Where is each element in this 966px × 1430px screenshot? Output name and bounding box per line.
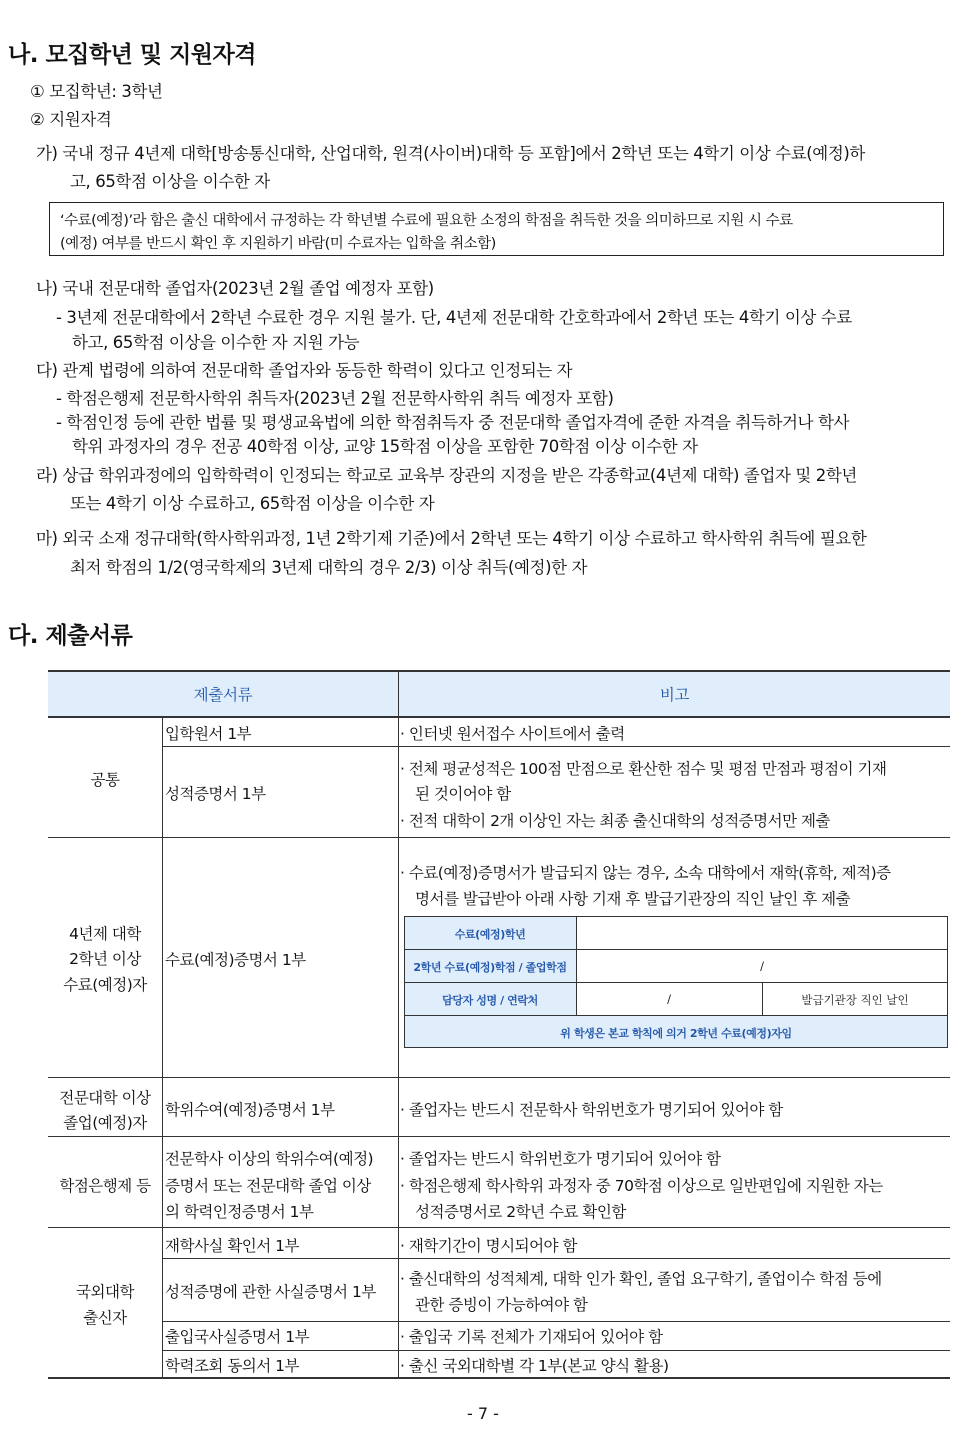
sub-label-grade: 수료(예정)학년 — [454, 928, 526, 941]
eligibility-item: ② 지원자격 — [30, 110, 112, 129]
sub-confirmation: 위 학생은 본교 학칙에 의거 2학년 수료(예정)자임 — [560, 1027, 792, 1040]
note-box — [49, 202, 944, 256]
sub-value-credits: / — [760, 959, 764, 973]
ra-line1: 라) 상급 학위과정에의 입학학력이 인정되는 학교로 교육부 장관의 지정을 받은 각종학교(4년제 대학) 졸업자 및 2학년 — [36, 466, 857, 485]
remark-grading-1: · 출신대학의 성적체계, 대학 인가 확인, 졸업 요구학기, 졸업이수 학점 등에 — [400, 1270, 882, 1288]
section-title-eligibility: 나. 모집학년 및 지원자격 — [8, 42, 256, 68]
doc-consent: 학력조회 동의서 1부 — [165, 1357, 300, 1375]
doc-credit-bank-1: 전문학사 이상의 학위수여(예정) — [165, 1150, 374, 1168]
remark-credit-bank-2b: 성적증명서로 2학년 수료 확인함 — [415, 1203, 626, 1221]
remark-enrollment: · 재학기간이 명시되어야 함 — [400, 1237, 577, 1255]
category-four-year-1: 4년제 대학 — [69, 925, 141, 943]
header-remarks: 비고 — [659, 686, 690, 704]
da-sub2: - 학점인정 등에 관한 법률 및 평생교육법에 의한 학점취득자 중 전문대학 졸업자격에 준한 자격을 취득하거나 학사 — [56, 413, 850, 432]
remark-degree: · 졸업자는 반드시 전문학사 학위번호가 명기되어 있어야 함 — [400, 1101, 783, 1119]
na-line1: 나) 국내 전문대학 졸업자(2023년 2월 졸업 예정자 포함) — [36, 279, 434, 298]
ga-line2: 고, 65학점 이상을 이수한 자 — [70, 172, 270, 191]
note-line1: ‘수료(예정)’라 함은 출신 대학에서 규정하는 각 학년별 수료에 필요한 소정의 학점을 취득한 것을 의미하므로 지원 시 수료 — [60, 213, 793, 229]
completion-info-subtable — [404, 916, 948, 1048]
header-docs: 제출서류 — [193, 686, 253, 704]
grade-item: ① 모집학년: 3학년 — [30, 82, 163, 101]
sub-label-contact: 담당자 성명 / 연락처 — [442, 994, 538, 1007]
sub-value-contact: / — [667, 992, 671, 1006]
da-line1: 다) 관계 법령에 의하여 전문대학 졸업자와 동등한 학력이 있다고 인정되는 자 — [36, 361, 573, 380]
remark-credit-bank-1: · 졸업자는 반드시 학위번호가 명기되어 있어야 함 — [400, 1150, 721, 1168]
remark-transcript-1b: 된 것이어야 함 — [415, 785, 511, 803]
remark-transcript-1a: · 전체 평균성적은 100점 만점으로 환산한 점수 및 평점 만점과 평점이 기재 — [400, 760, 887, 778]
ma-line1: 마) 외국 소재 정규대학(학사학위과정, 1년 2학기제 기준)에서 2학년 또는 4학기 이상 수료하고 학사학위 취득에 필요한 — [36, 529, 867, 548]
ra-line2: 또는 4학기 이상 수료하고, 65학점 이상을 이수한 자 — [70, 494, 435, 513]
remark-transcript-2: · 전적 대학이 2개 이상인 자는 최종 출신대학의 성적증명서만 제출 — [400, 812, 830, 830]
na-sub2: 하고, 65학점 이상을 이수한 자 지원 가능 — [72, 333, 360, 352]
da-sub3: 학위 과정자의 경우 전공 40학점 이상, 교양 15학점 이상을 포함한 70학점 이상 이수한 자 — [72, 437, 698, 456]
documents-table — [48, 670, 950, 1379]
da-sub1: - 학점은행제 전문학사학위 취득자(2023년 2월 전문학사학위 취득 예정자 포함) — [56, 389, 614, 408]
doc-grading-system: 성적증명에 관한 사실증명서 1부 — [165, 1283, 376, 1301]
doc-immigration: 출입국사실증명서 1부 — [165, 1328, 310, 1346]
remark-completion-1: · 수료(예정)증명서가 발급되지 않는 경우, 소속 대학에서 재학(휴학, 제적)증 — [400, 864, 891, 882]
sub-seal-label: 발급기관장 직인 날인 — [801, 993, 909, 1007]
category-college-1: 전문대학 이상 — [59, 1089, 151, 1107]
note-line2: (예정) 여부를 반드시 확인 후 지원하기 바람(미 수료자는 입학을 취소함) — [60, 236, 496, 252]
doc-application: 입학원서 1부 — [165, 725, 252, 743]
category-college-2: 졸업(예정)자 — [63, 1114, 147, 1132]
doc-transcript: 성적증명서 1부 — [165, 785, 266, 803]
remark-immigration: · 출입국 기록 전체가 기재되어 있어야 함 — [400, 1328, 663, 1346]
remark-credit-bank-2a: · 학점은행제 학사학위 과정자 중 70학점 이상으로 일반편입에 지원한 자는 — [400, 1177, 883, 1195]
sub-label-credits: 2학년 수료(예정)학점 / 졸업학점 — [413, 961, 567, 974]
ga-line1: 가) 국내 정규 4년제 대학[방송통신대학, 산업대학, 원격(사이버)대학 등 포함]에서 2학년 또는 4학기 이상 수료(예정)하 — [36, 144, 865, 163]
page-number: - 7 - — [467, 1404, 499, 1423]
category-credit-bank: 학점은행제 등 — [59, 1177, 151, 1195]
ma-line2: 최저 학점의 1/2(영국학제의 3년제 대학의 경우 2/3) 이상 취득(예정)한 자 — [70, 558, 588, 577]
doc-completion-cert: 수료(예정)증명서 1부 — [165, 951, 306, 969]
remark-consent: · 출신 국외대학별 각 1부(본교 양식 활용) — [400, 1357, 669, 1375]
category-foreign-1: 국외대학 — [76, 1283, 134, 1301]
doc-credit-bank-2: 증명서 또는 전문대학 졸업 이상 — [165, 1177, 371, 1195]
category-four-year-2: 2학년 이상 — [69, 950, 141, 968]
doc-enrollment: 재학사실 확인서 1부 — [165, 1237, 300, 1255]
section-title-documents: 다. 제출서류 — [8, 623, 133, 649]
remark-application: · 인터넷 원서접수 사이트에서 출력 — [400, 725, 625, 743]
category-foreign-2: 출신자 — [83, 1309, 127, 1327]
category-common: 공통 — [90, 771, 120, 789]
na-sub1: - 3년제 전문대학에서 2학년 수료한 경우 지원 불가. 단, 4년제 전문대학 간호학과에서 2학년 또는 4학기 이상 수료 — [56, 308, 852, 327]
doc-degree-cert: 학위수여(예정)증명서 1부 — [165, 1101, 335, 1119]
remark-completion-2: 명서를 발급받아 아래 사항 기재 후 발급기관장의 직인 날인 후 제출 — [415, 890, 851, 908]
remark-grading-2: 관한 증빙이 가능하여야 함 — [415, 1296, 588, 1314]
doc-credit-bank-3: 의 학력인정증명서 1부 — [165, 1203, 314, 1221]
category-four-year-3: 수료(예정)자 — [63, 976, 147, 994]
